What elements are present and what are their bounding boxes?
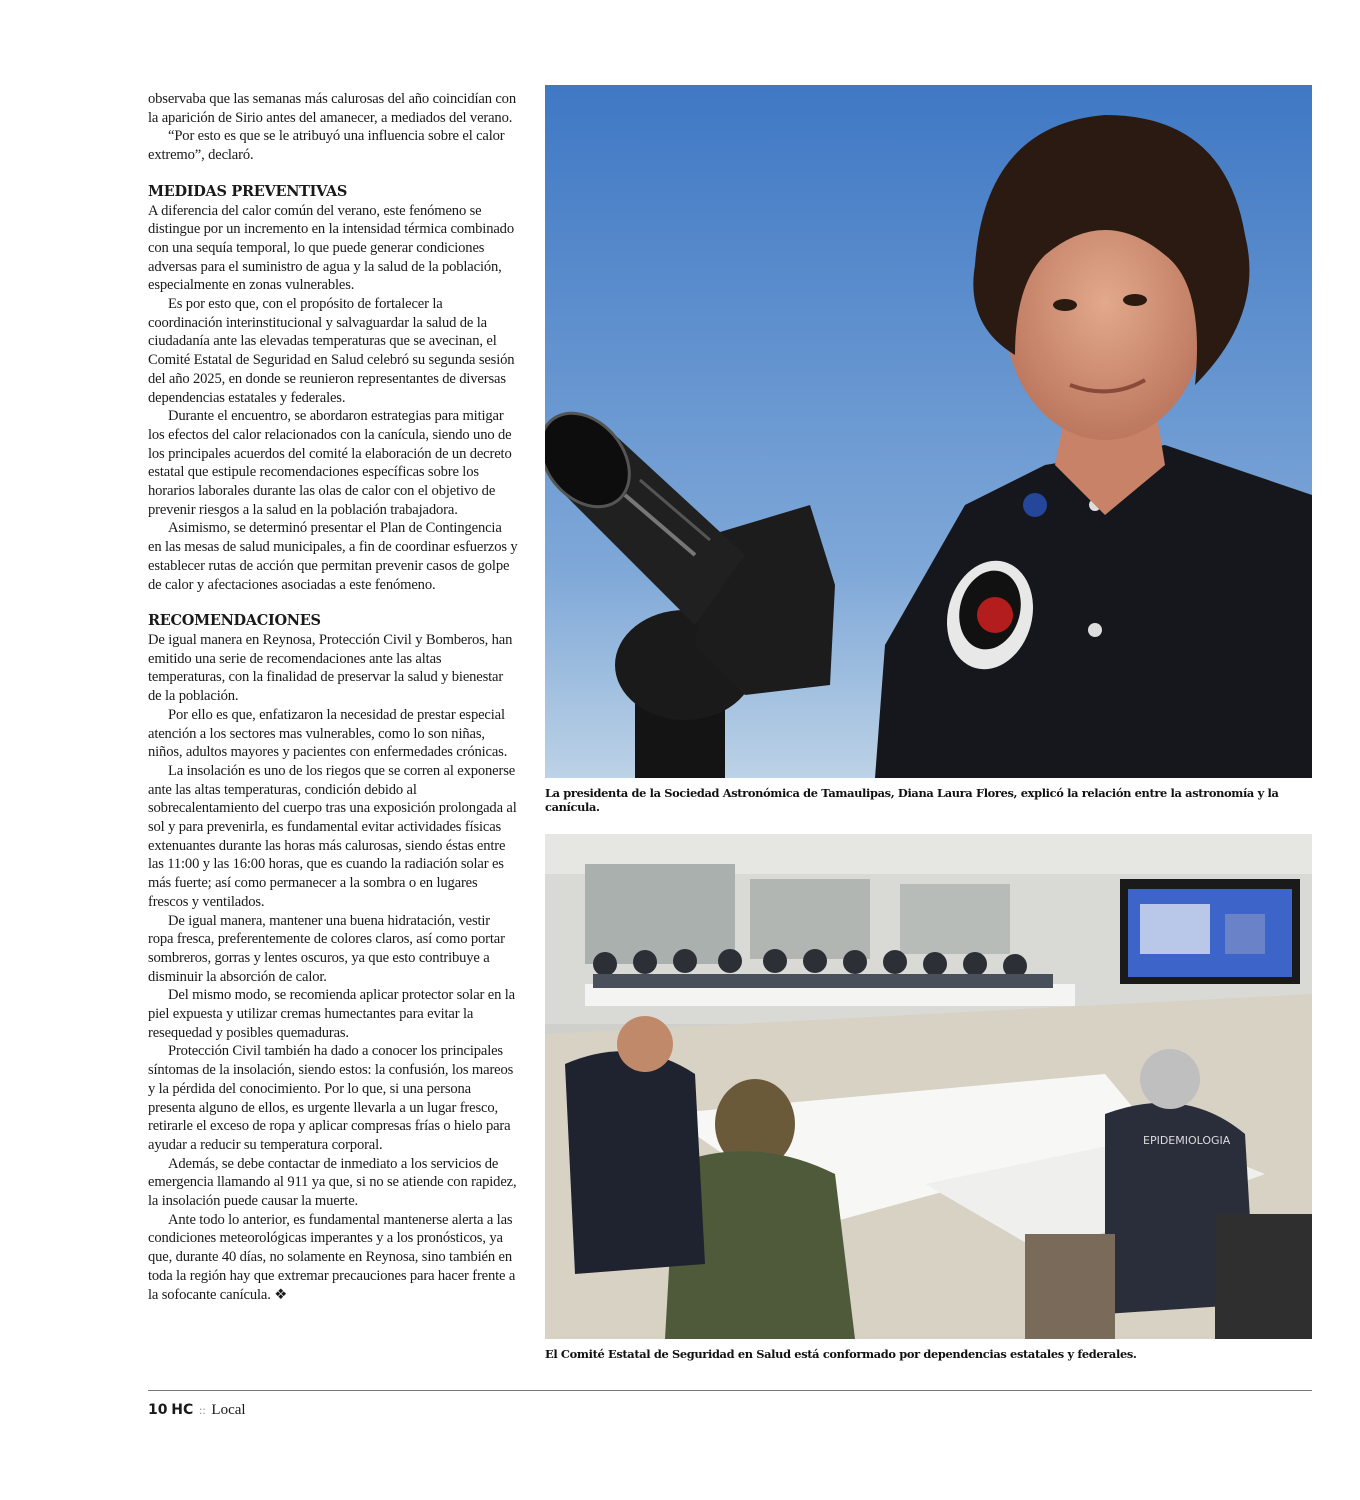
article-column — [148, 90, 518, 1304]
article-paragraph: Protección Civil también ha dado a conocer los principales síntomas de la insolación, siendo estos: la confusión, los mareos y la pérdida del conocimiento. Por lo que, si una persona presenta alguno de ellos, es urgente llevarla a un lugar fresco, retirarle el exceso de ropa y aplicar compresas frías o hielo para ayudar a reducir su temperatura corporal. — [148, 1043, 514, 1153]
photo-caption-2: El Comité Estatal de Seguridad en Salud está conformado por dependencias estatales y federales. — [545, 1347, 1137, 1361]
section-name: Local — [211, 1402, 246, 1418]
page-footer — [148, 1400, 246, 1420]
photo-caption-1: La presidenta de la Sociedad Astronómica de Tamaulipas, Diana Laura Flores, explicó la relación entre la astronomía y la canícula. — [545, 786, 1279, 814]
article-paragraph: “Por esto es que se le atribuyó una influencia sobre el calor extremo”, declaró. — [148, 128, 505, 164]
page-number: 10 — [148, 1402, 168, 1418]
section-heading-medidas: MEDIDAS PREVENTIVAS — [148, 182, 348, 200]
article-paragraph: Por ello es que, enfatizaron la necesidad de prestar especial atención a los sectores mas vulnerables, como lo son niñas, niños, adultos mayores y pacientes con enfermedades crónicas. — [148, 706, 508, 761]
article-paragraph: De igual manera, mantener una buena hidratación, vestir ropa fresca, preferentemente de colores claros, así como portar sombreros, gorras y lentes oscuros, ya que esto contribuye a disminuir la absorción de calor. — [148, 912, 505, 985]
footer-rule — [148, 1390, 1312, 1391]
article-paragraph: Del mismo modo, se recomienda aplicar protector solar en la piel expuesta y utilizar cremas humectantes para evitar la resequedad y posibles quemaduras. — [148, 987, 515, 1041]
article-paragraph: Durante el encuentro, se abordaron estrategias para mitigar los efectos del calor relacionados con la canícula, siendo uno de los principales acuerdos del comité la elaboración de un decreto estatal que estipule recomendaciones específicas sobre los horarios laborales durante las olas de calor con el objetivo de prevenir riesgos a la salud en la población trabajadora. — [148, 408, 512, 518]
photo-meeting — [545, 834, 1312, 1339]
vest-label: EPIDEMIOLOGIA — [1143, 1134, 1231, 1147]
article-paragraph: A diferencia del calor común del verano, este fenómeno se distingue por un incremento en la intensidad térmica combinado con una sequía temporal, lo que puede generar condiciones adversas para el suministro de agua y la salud de la población, especialmente en zonas vulnerables. — [148, 202, 514, 294]
article-paragraph: Además, se debe contactar de inmediato a los servicios de emergencia llamando al 911 ya que, si no se atiende con rapidez, la insolación puede causar la muerte. — [148, 1155, 517, 1210]
article-paragraph: observaba que las semanas más calurosas del año coincidían con la aparición de Sirio antes del amanecer, a mediados del verano. — [148, 91, 516, 126]
article-paragraph: Ante todo lo anterior, es fundamental mantenerse alerta a las condiciones meteorológicas imperantes y a los pronósticos, ya que, durante 40 días, no solamente en Reynosa, sino también en toda la región hay que extremar precauciones para hacer frente a la sofocante canícula. ❖ — [148, 1211, 516, 1303]
article-paragraph: La insolación es uno de los riegos que se corren al exponerse ante las altas temperaturas, condición debido al sobrecalentamiento del cuerpo tras una exposición prolongada al sol y para prevenirla, es fundamental evitar actividades físicas extenuantes durante las horas más calurosas, siendo éstas entre las 11:00 y las 16:00 horas, que es cuando la radiación solar es más fuerte; así como permanecer a la sombra o en lugares frescos y ventilados. — [148, 762, 517, 910]
article-paragraph: Asimismo, se determinó presentar el Plan de Contingencia en las mesas de salud municipales, a fin de coordinar esfuerzos y establecer rutas de acción que permitan prevenir casos de golpe de calor y afectaciones asociadas a este fenómeno. — [148, 520, 518, 593]
photo-astronomer — [545, 85, 1312, 778]
article-paragraph: De igual manera en Reynosa, Protección Civil y Bomberos, han emitido una serie de recomendaciones ante las altas temperaturas, con la finalidad de preservar la salud y bienestar de la población. — [148, 631, 513, 705]
section-heading-recomendaciones: RECOMENDACIONES — [148, 612, 321, 630]
separator-icon: :: — [198, 1403, 206, 1417]
article-paragraph: Es por esto que, con el propósito de fortalecer la coordinación interinstitucional y salvaguardar la salud de la ciudadanía ante las elevadas temperaturas que se avecinan, el Comité Estatal de Seguridad en Salud celebró su segunda sesión del año 2025, en donde se reunieron representantes de diversas dependencias estatales y federales. — [148, 296, 515, 406]
publication-brand: HC — [171, 1402, 194, 1418]
